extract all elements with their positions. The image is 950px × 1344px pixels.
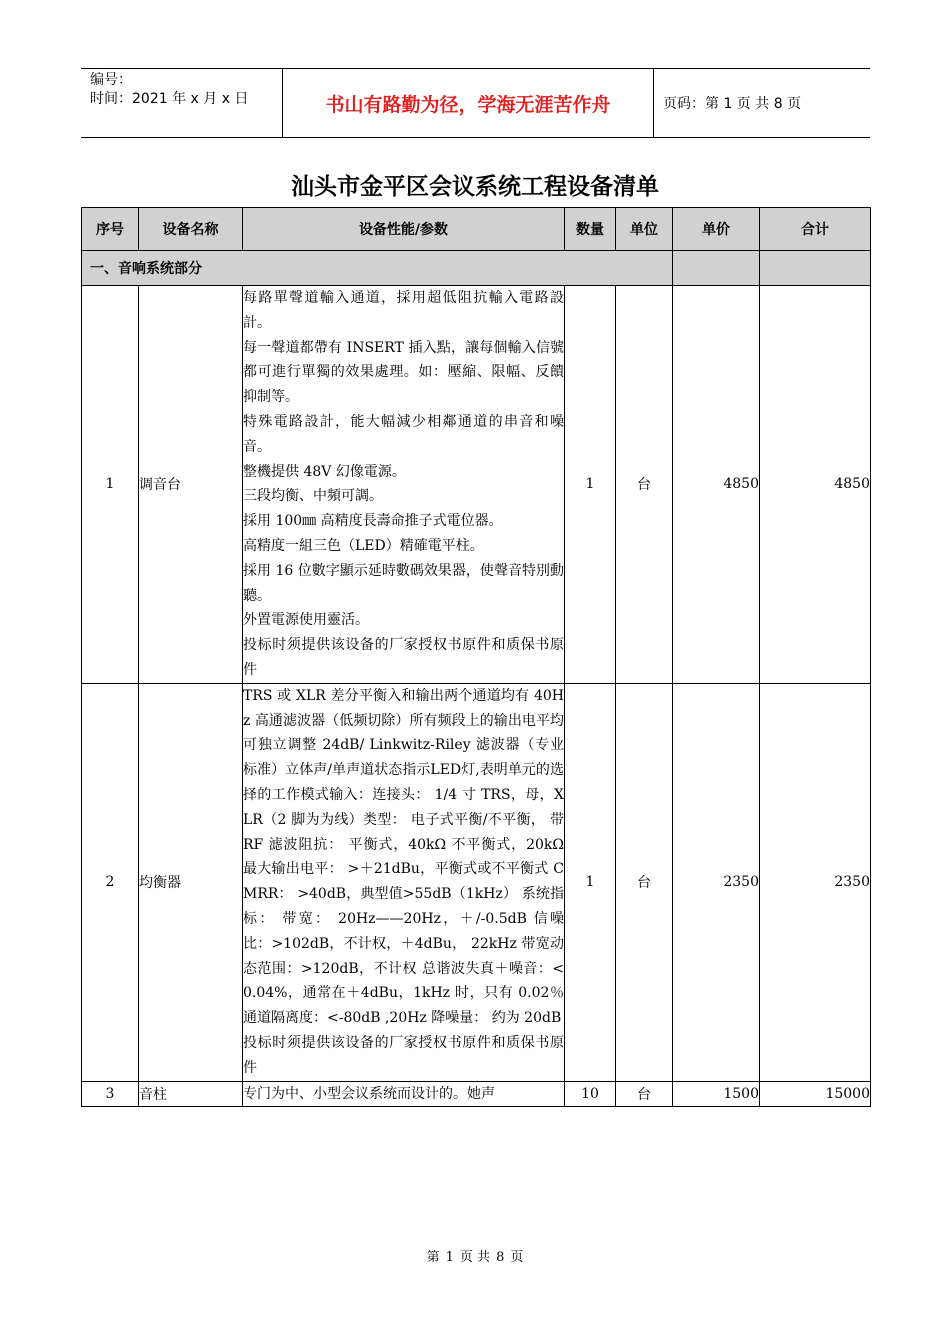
column-header-unit: 单位	[616, 208, 673, 251]
equipment-table	[81, 207, 871, 1107]
column-header-qty: 数量	[565, 208, 616, 251]
spec-line: 特殊電路設計，能大幅減少相鄰通道的串音和噪音。	[243, 413, 564, 455]
row-no: 1	[82, 286, 139, 684]
row-spec	[243, 1081, 565, 1107]
header-page-label: 页码：第 1 页 共 8 页	[663, 96, 802, 112]
document-time-label: 时间：2021 年 x 月 x 日	[90, 91, 249, 107]
spec-line: 专门为中、小型会议系统而设计的。她声	[243, 1085, 495, 1102]
page-footer	[0, 1246, 950, 1265]
spec-line: 三段均衡、中頻可調。	[243, 488, 383, 505]
header-motto: 书山有路勤为径，学海无涯苦作舟	[283, 69, 654, 137]
column-header-name: 设备名称	[139, 208, 243, 251]
footer-total-pages: 8	[496, 1250, 505, 1265]
spec-line: 投标时须提供该设备的厂家授权书原件和质保书原件	[243, 637, 564, 678]
column-header-no: 序号	[82, 208, 139, 251]
row-total: 2350	[760, 683, 871, 1081]
table-row	[82, 1081, 871, 1107]
spec-line: 整機提供 48V 幻像電源。	[243, 463, 406, 480]
section-row	[82, 251, 871, 286]
spec-line: 每路單聲道輸入通道，採用超低阻抗輸入電路設計。	[243, 290, 564, 331]
header-meta	[81, 69, 283, 137]
column-header-spec: 设备性能/参数	[243, 208, 565, 251]
row-name: 音柱	[139, 1081, 243, 1107]
column-header-total: 合计	[760, 208, 871, 251]
section-label: 一、音响系统部分	[82, 251, 673, 286]
row-price: 1500	[673, 1081, 760, 1107]
row-unit: 台	[616, 1081, 673, 1107]
row-no: 2	[82, 683, 139, 1081]
row-name: 调音台	[139, 286, 243, 684]
row-total: 4850	[760, 286, 871, 684]
column-header-price: 单价	[673, 208, 760, 251]
section-total-cell	[760, 251, 871, 286]
document-number-label: 编号：	[90, 72, 132, 88]
spec-line: TRS 或 XLR 差分平衡入和输出两个通道均有 40Hz 高通滤波器（低频切除）所有频段上的输出电平均可独立调整 24dB/ Linkwitz-Riley 滤波器（专业标准）立体声/单声道状态指示LED灯,表明单元的选择的工作模式输入：连接头： 1/4 寸 TRS，母，XLR（2 脚为为线）类型： 电子式平衡/不平衡， 带 RF 滤波阻抗： 平衡式，40kΩ 不平衡式，20kΩ 最大输出电平： >＋21dBu，平衡式或不平衡式 CMRR： >40dB，典型值>55dB（1kHz） 系统指标： 带宽： 20Hz——20Hz，＋/-0.5dB 信噪比：>102dB，不计权，＋4dBu， 22kHz 带宽动态范围：>120dB，不计权 总谐波失真＋噪音：<0.04%，通常在＋4dBu，1kHz 时，只有 0.02％通道隔离度：<-80dB ,20Hz 降噪量： 约为 20dB	[243, 687, 564, 1027]
table-row	[82, 683, 871, 1081]
table-header-row	[82, 208, 871, 251]
spec-line: 外置電源使用靈活。	[243, 612, 369, 629]
section-price-cell	[673, 251, 760, 286]
row-total: 15000	[760, 1081, 871, 1107]
row-qty: 1	[565, 286, 616, 684]
footer-suffix: 页	[510, 1250, 524, 1265]
spec-line: 高精度一組三色（LED）精確電平柱。	[243, 537, 484, 554]
row-spec	[243, 683, 565, 1081]
row-qty: 1	[565, 683, 616, 1081]
spec-line: 採用 100㎜ 高精度長壽命推子式電位器。	[243, 513, 503, 530]
spec-line: 採用 16 位數字顯示延時數碼效果器，使聲音特別動聽。	[243, 562, 564, 604]
spec-line: 投标时须提供该设备的厂家授权书原件和质保书原件	[243, 1034, 564, 1076]
page-header	[81, 68, 870, 138]
row-unit: 台	[616, 683, 673, 1081]
row-unit: 台	[616, 286, 673, 684]
row-price: 2350	[673, 683, 760, 1081]
document-title: 汕头市金平区会议系统工程设备清单	[291, 174, 659, 200]
footer-page-number: 1	[445, 1250, 454, 1265]
footer-prefix: 第	[426, 1250, 440, 1265]
row-price: 4850	[673, 286, 760, 684]
row-name: 均衡器	[139, 683, 243, 1081]
footer-mid: 页 共	[459, 1250, 491, 1265]
row-spec	[243, 286, 565, 684]
row-no: 3	[82, 1081, 139, 1107]
table-row	[82, 286, 871, 684]
spec-line: 每一聲道都帶有 INSERT 插入點，讓每個輸入信號都可進行單獨的效果處理。如：壓縮、限幅、反饋抑制等。	[243, 339, 564, 406]
row-qty: 10	[565, 1081, 616, 1107]
